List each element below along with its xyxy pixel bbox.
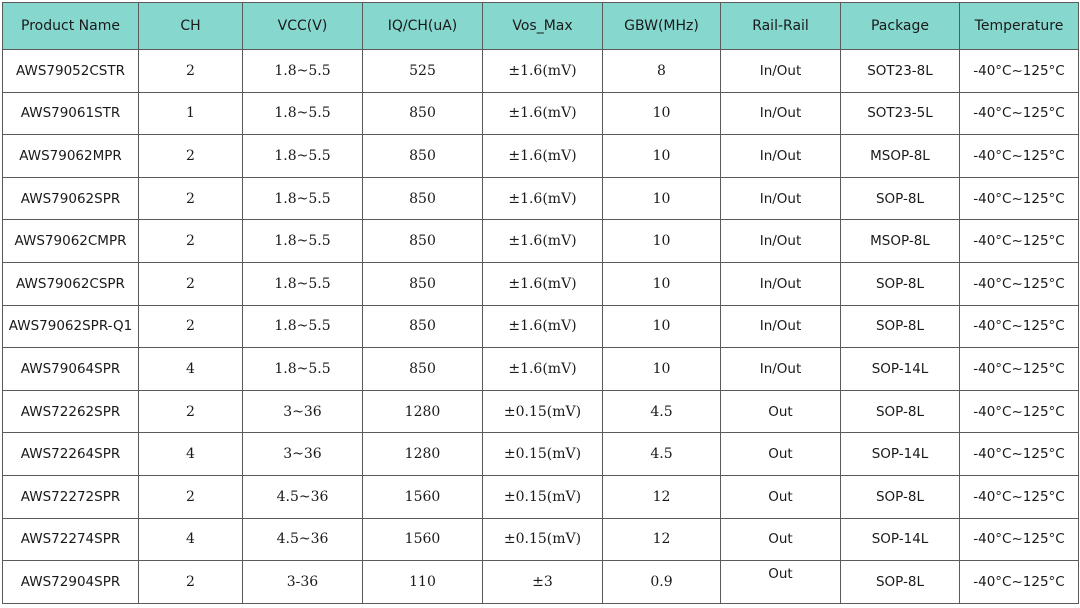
cell-iq-per-ch: 850 [363,348,483,391]
cell-temperature: -40°C~125°C [960,50,1079,93]
cell-vos-max: ±1.6(mV) [483,50,603,93]
cell-product-name: AWS72262SPR [3,390,139,433]
table-row [3,135,1079,178]
cell-gbw: 10 [603,92,721,135]
cell-gbw: 10 [603,220,721,263]
cell-temperature: -40°C~125°C [960,92,1079,135]
cell-rail-rail: In/Out [721,177,841,220]
cell-vcc: 4.5~36 [243,518,363,561]
cell-ch: 1 [139,92,243,135]
cell-rail-rail [721,561,841,604]
cell-vos-max: ±1.6(mV) [483,348,603,391]
cell-vcc: 1.8~5.5 [243,348,363,391]
cell-package: MSOP-8L [841,135,960,178]
table-row [3,262,1079,305]
cell-iq-per-ch: 1280 [363,433,483,476]
cell-ch: 2 [139,50,243,93]
cell-vcc: 3~36 [243,390,363,433]
spec-table-container [2,2,1079,604]
cell-vos-max: ±0.15(mV) [483,433,603,476]
cell-iq-per-ch: 1280 [363,390,483,433]
cell-vcc: 3-36 [243,561,363,604]
table-row [3,50,1079,93]
cell-temperature: -40°C~125°C [960,177,1079,220]
table-row [3,220,1079,263]
cell-gbw: 0.9 [603,561,721,604]
table-row [3,348,1079,391]
cell-vcc: 1.8~5.5 [243,262,363,305]
cell-gbw: 10 [603,135,721,178]
cell-temperature: -40°C~125°C [960,305,1079,348]
table-row [3,92,1079,135]
table-row [3,390,1079,433]
cell-gbw: 10 [603,262,721,305]
cell-vcc: 4.5~36 [243,475,363,518]
column-header-gbw: GBW(MHz) [603,3,721,50]
cell-ch: 2 [139,390,243,433]
cell-temperature: -40°C~125°C [960,475,1079,518]
cell-package: MSOP-8L [841,220,960,263]
cell-temperature: -40°C~125°C [960,561,1079,604]
cell-vos-max: ±1.6(mV) [483,177,603,220]
cell-ch: 4 [139,433,243,476]
cell-rail-rail: In/Out [721,135,841,178]
table-header [3,3,1079,50]
cell-temperature: -40°C~125°C [960,518,1079,561]
cell-gbw: 8 [603,50,721,93]
cell-vcc: 1.8~5.5 [243,305,363,348]
cell-iq-per-ch: 850 [363,220,483,263]
cell-vos-max: ±1.6(mV) [483,92,603,135]
cell-text: Out [768,565,793,582]
cell-product-name: AWS79062MPR [3,135,139,178]
column-header-rail-rail: Rail-Rail [721,3,841,50]
cell-temperature: -40°C~125°C [960,262,1079,305]
cell-vcc: 1.8~5.5 [243,50,363,93]
cell-vos-max: ±0.15(mV) [483,518,603,561]
cell-vcc: 1.8~5.5 [243,220,363,263]
cell-iq-per-ch: 525 [363,50,483,93]
cell-gbw: 12 [603,475,721,518]
table-row [3,433,1079,476]
cell-ch: 4 [139,518,243,561]
table-row [3,518,1079,561]
cell-iq-per-ch: 1560 [363,475,483,518]
cell-ch: 2 [139,220,243,263]
cell-ch: 2 [139,177,243,220]
cell-ch: 2 [139,561,243,604]
cell-vos-max: ±3 [483,561,603,604]
cell-vcc: 1.8~5.5 [243,177,363,220]
cell-product-name: AWS79062SPR [3,177,139,220]
cell-iq-per-ch: 850 [363,262,483,305]
cell-rail-rail: In/Out [721,262,841,305]
cell-product-name: AWS79064SPR [3,348,139,391]
table-row [3,561,1079,604]
cell-ch: 2 [139,475,243,518]
cell-product-name: AWS79061STR [3,92,139,135]
cell-gbw: 10 [603,348,721,391]
column-header-iq-per-ch: IQ/CH(uA) [363,3,483,50]
column-header-package: Package [841,3,960,50]
cell-gbw: 10 [603,305,721,348]
cell-gbw: 10 [603,177,721,220]
cell-rail-rail: In/Out [721,220,841,263]
cell-package: SOT23-8L [841,50,960,93]
cell-vcc: 3~36 [243,433,363,476]
column-header-ch: CH [139,3,243,50]
column-header-vos-max: Vos_Max [483,3,603,50]
cell-vcc: 1.8~5.5 [243,92,363,135]
op-amp-spec-table [2,2,1079,604]
cell-iq-per-ch: 110 [363,561,483,604]
cell-rail-rail: In/Out [721,305,841,348]
cell-product-name: AWS79062CSPR [3,262,139,305]
cell-temperature: -40°C~125°C [960,220,1079,263]
cell-temperature: -40°C~125°C [960,348,1079,391]
cell-iq-per-ch: 850 [363,177,483,220]
cell-vcc: 1.8~5.5 [243,135,363,178]
table-row [3,475,1079,518]
cell-package: SOP-14L [841,518,960,561]
cell-gbw: 4.5 [603,390,721,433]
cell-vos-max: ±1.6(mV) [483,305,603,348]
table-row [3,177,1079,220]
header-row [3,3,1079,50]
cell-vos-max: ±0.15(mV) [483,390,603,433]
cell-vos-max: ±1.6(mV) [483,220,603,263]
table-row [3,305,1079,348]
cell-package: SOT23-5L [841,92,960,135]
cell-ch: 4 [139,348,243,391]
cell-package: SOP-8L [841,390,960,433]
cell-package: SOP-8L [841,305,960,348]
cell-ch: 2 [139,262,243,305]
cell-package: SOP-8L [841,262,960,305]
cell-vos-max: ±1.6(mV) [483,135,603,178]
column-header-vcc: VCC(V) [243,3,363,50]
cell-iq-per-ch: 850 [363,92,483,135]
cell-rail-rail: In/Out [721,348,841,391]
cell-gbw: 4.5 [603,433,721,476]
cell-rail-rail: Out [721,390,841,433]
cell-vos-max: ±1.6(mV) [483,262,603,305]
cell-product-name: AWS79062SPR-Q1 [3,305,139,348]
cell-product-name: AWS72904SPR [3,561,139,604]
cell-vos-max: ±0.15(mV) [483,475,603,518]
cell-package: SOP-14L [841,433,960,476]
cell-package: SOP-8L [841,177,960,220]
cell-product-name: AWS72272SPR [3,475,139,518]
cell-temperature: -40°C~125°C [960,135,1079,178]
table-body [3,50,1079,604]
cell-gbw: 12 [603,518,721,561]
cell-rail-rail: Out [721,475,841,518]
cell-product-name: AWS79062CMPR [3,220,139,263]
cell-package: SOP-8L [841,475,960,518]
cell-package: SOP-14L [841,348,960,391]
cell-temperature: -40°C~125°C [960,390,1079,433]
column-header-product-name: Product Name [3,3,139,50]
cell-product-name: AWS72274SPR [3,518,139,561]
cell-product-name: AWS79052CSTR [3,50,139,93]
cell-rail-rail: Out [721,433,841,476]
cell-rail-rail: In/Out [721,92,841,135]
cell-iq-per-ch: 850 [363,305,483,348]
cell-ch: 2 [139,305,243,348]
cell-package: SOP-8L [841,561,960,604]
cell-temperature: -40°C~125°C [960,433,1079,476]
cell-rail-rail: Out [721,518,841,561]
column-header-temperature: Temperature [960,3,1079,50]
cell-product-name: AWS72264SPR [3,433,139,476]
cell-rail-rail: In/Out [721,50,841,93]
cell-iq-per-ch: 850 [363,135,483,178]
cell-iq-per-ch: 1560 [363,518,483,561]
cell-ch: 2 [139,135,243,178]
